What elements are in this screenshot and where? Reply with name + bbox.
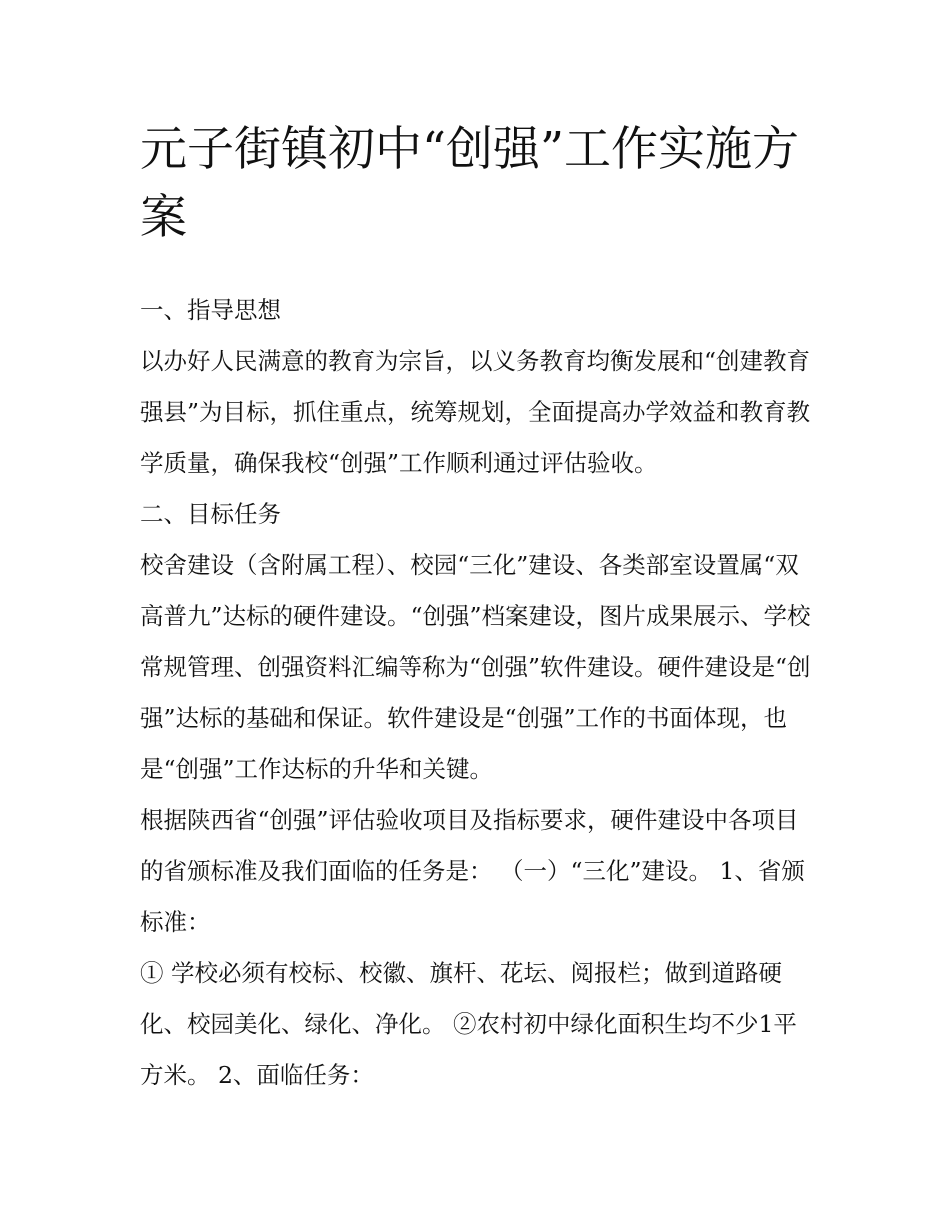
section-heading-goals-tasks: 二、目标任务 (140, 500, 281, 528)
paragraph-provincial-standards: 根据陕西省“创强”评估验收项目及指标要求，硬件建设中各项目的省颁标准及我们面临的任务是： （一）“三化”建设。 1、省颁标准： (140, 806, 805, 936)
paragraph-hardware-software: 校舍建设（含附属工程）、校园“三化”建设、各类部室设置属“双高普九”达标的硬件建设。“创强”档案建设，图片成果展示、学校常规管理、创强资料汇编等称为“创强”软件建设。硬件建设是“创强”达标的基础和保证。软件建设是“创强”工作的书面体现，也是“创强”工作达标的升华和关键。 (140, 551, 811, 783)
paragraph-standard-items: ① 学校必须有校标、校徽、旗杆、花坛、阅报栏；做到道路硬化、校园美化、绿化、净化。 ②农村初中绿化面积生均不少1平方米。 2、面临任务： (140, 959, 797, 1089)
paragraph-guiding-ideology: 以办好人民满意的教育为宗旨，以义务教育均衡发展和“创建教育强县”为目标，抓住重点，统筹规划，全面提高办学效益和教育教学质量，确保我校“创强”工作顺利通过评估验收。 (140, 347, 811, 477)
section-heading-guiding-ideology: 一、指导思想 (140, 296, 281, 324)
document-body (140, 285, 815, 1101)
document-title: 元子街镇初中“创强”工作实施方案 (140, 122, 800, 245)
